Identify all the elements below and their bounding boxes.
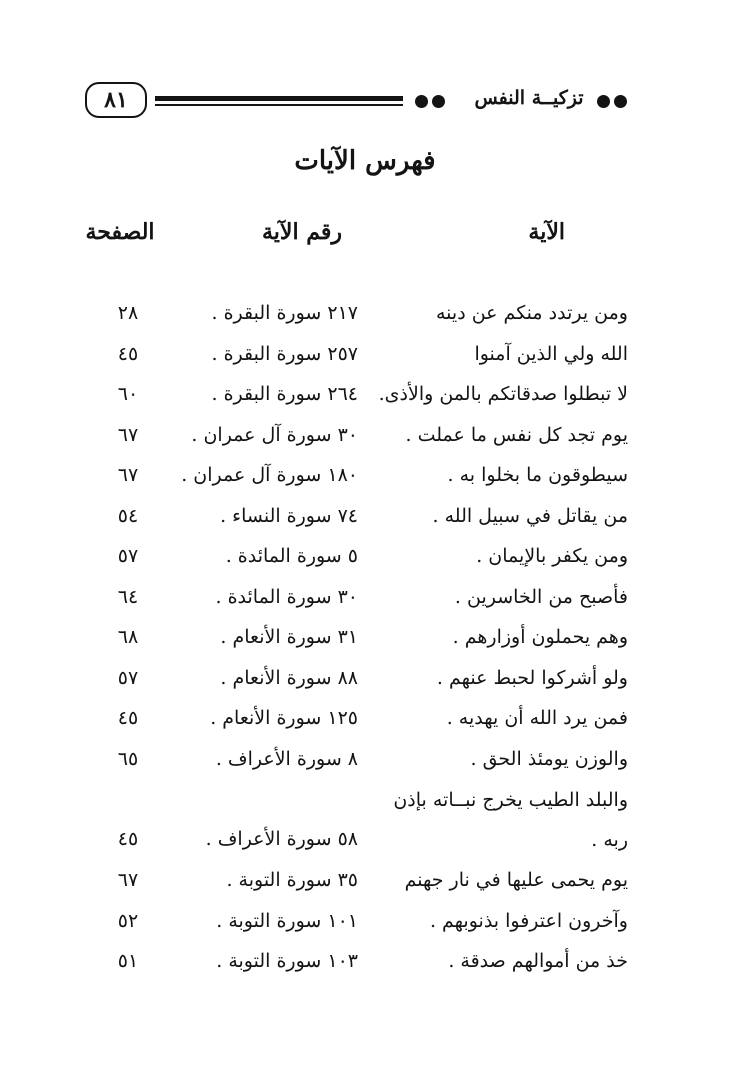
column-header-verse-number: رقم الآية: [261, 219, 343, 245]
verse-index-list: [0, 294, 730, 983]
page-reference: ٦٠: [117, 383, 139, 405]
page-reference: ٤٥: [117, 342, 139, 365]
ornament-dot: [415, 95, 428, 108]
index-row: [0, 375, 730, 416]
verse-text: فمن يرد الله أن يهديه .: [446, 707, 628, 729]
page-reference: ٦٧: [117, 464, 139, 486]
page-reference: ٥٧: [117, 545, 139, 567]
index-row: [0, 416, 730, 457]
index-row: [0, 780, 730, 861]
verse-text: والوزن يومئذ الحق .: [470, 747, 628, 770]
index-row: [0, 861, 730, 902]
verse-reference: ٣١ سورة الأنعام .: [220, 626, 358, 648]
verse-text: سيطوقون ما بخلوا به .: [447, 464, 628, 486]
index-row: [0, 456, 730, 497]
verse-reference: ٢١٧ سورة البقرة .: [211, 302, 358, 324]
verse-text: ومن يرتدد منكم عن دينه: [436, 302, 628, 324]
verse-text: خذ من أموالهم صدقة .: [448, 950, 628, 972]
page-reference: ٥٢: [117, 909, 139, 932]
verse-reference: ٥٨ سورة الأعراف .: [205, 828, 358, 850]
page-reference: ٦٧: [117, 869, 139, 891]
index-row: [0, 618, 730, 659]
verse-reference: ١٢٥ سورة الأنعام .: [210, 707, 358, 729]
verse-reference: ٣٠ سورة المائدة .: [215, 585, 358, 608]
page-reference: ٥٤: [117, 504, 139, 527]
column-header-page: الصفحة: [85, 219, 155, 245]
verse-reference: ١٠٣ سورة التوبة .: [216, 950, 358, 972]
verse-reference: ٥ سورة المائدة .: [225, 545, 358, 567]
index-row: [0, 942, 730, 983]
verse-text: والبلد الطيب يخرج نبــاته بإذن ربه .: [393, 789, 628, 851]
verse-text: وهم يحملون أوزارهم .: [452, 626, 628, 648]
index-title: فهرس الآيات: [294, 146, 436, 176]
verse-reference: ٣٥ سورة التوبة .: [226, 869, 358, 891]
index-row: [0, 335, 730, 376]
verse-text: فأصبح من الخاسرين .: [454, 585, 628, 608]
verse-text: يوم تجد كل نفس ما عملت .: [405, 423, 628, 446]
index-row: [0, 699, 730, 740]
verse-reference: ٨ سورة الأعراف .: [215, 747, 358, 770]
index-row: [0, 497, 730, 538]
page-reference: ٥١: [117, 950, 139, 972]
page-reference: ٤٥: [117, 707, 139, 729]
page-reference: ٦٥: [117, 747, 139, 770]
verse-reference: ٨٨ سورة الأنعام .: [220, 666, 358, 689]
verse-text: ولو أشركوا لحبط عنهم .: [436, 666, 628, 689]
column-header-verse: الآية: [528, 219, 565, 245]
index-row: [0, 294, 730, 335]
index-row: [0, 537, 730, 578]
verse-reference: ١٠١ سورة التوبة .: [216, 909, 358, 932]
verse-reference: ٢٦٤ سورة البقرة .: [211, 383, 358, 405]
header-rule-thin: [155, 104, 403, 106]
book-title: تزكيــة النفس: [474, 87, 584, 109]
page-reference: ٦٧: [117, 423, 139, 446]
page-reference: ٦٨: [117, 626, 139, 648]
verse-text: وآخرون اعترفوا بذنوبهم .: [429, 909, 628, 932]
index-row: [0, 902, 730, 943]
page-reference: ٥٧: [117, 666, 139, 689]
ornament-dot: [432, 95, 445, 108]
verse-text: من يقاتل في سبيل الله .: [432, 504, 628, 527]
index-row: [0, 740, 730, 781]
verse-text: ومن يكفر بالإيمان .: [476, 545, 628, 567]
index-row: [0, 659, 730, 700]
verse-text: يوم يحمى عليها في نار جهنم: [404, 869, 628, 891]
header-rule: [155, 96, 403, 101]
ornament-dot: [614, 95, 627, 108]
header-ornament-right: [597, 95, 627, 108]
verse-reference: ٣٠ سورة آل عمران .: [191, 423, 358, 446]
page-reference: ٦٤: [117, 585, 139, 608]
verse-reference: ١٨٠ سورة آل عمران .: [181, 464, 358, 486]
header-ornament-left: [415, 95, 445, 108]
index-row: [0, 578, 730, 619]
page-reference: ٤٥: [117, 828, 139, 850]
verse-reference: ٢٥٧ سورة البقرة .: [211, 342, 358, 365]
verse-text: لا تبطلوا صدقاتكم بالمن والأذى.: [378, 383, 628, 405]
verse-reference: ٧٤ سورة النساء .: [220, 504, 358, 527]
page-number: ٨١: [85, 82, 147, 118]
ornament-dot: [597, 95, 610, 108]
page-reference: ٢٨: [117, 302, 139, 324]
page-header: [85, 82, 645, 124]
verse-text: الله ولي الذين آمنوا: [474, 342, 628, 365]
